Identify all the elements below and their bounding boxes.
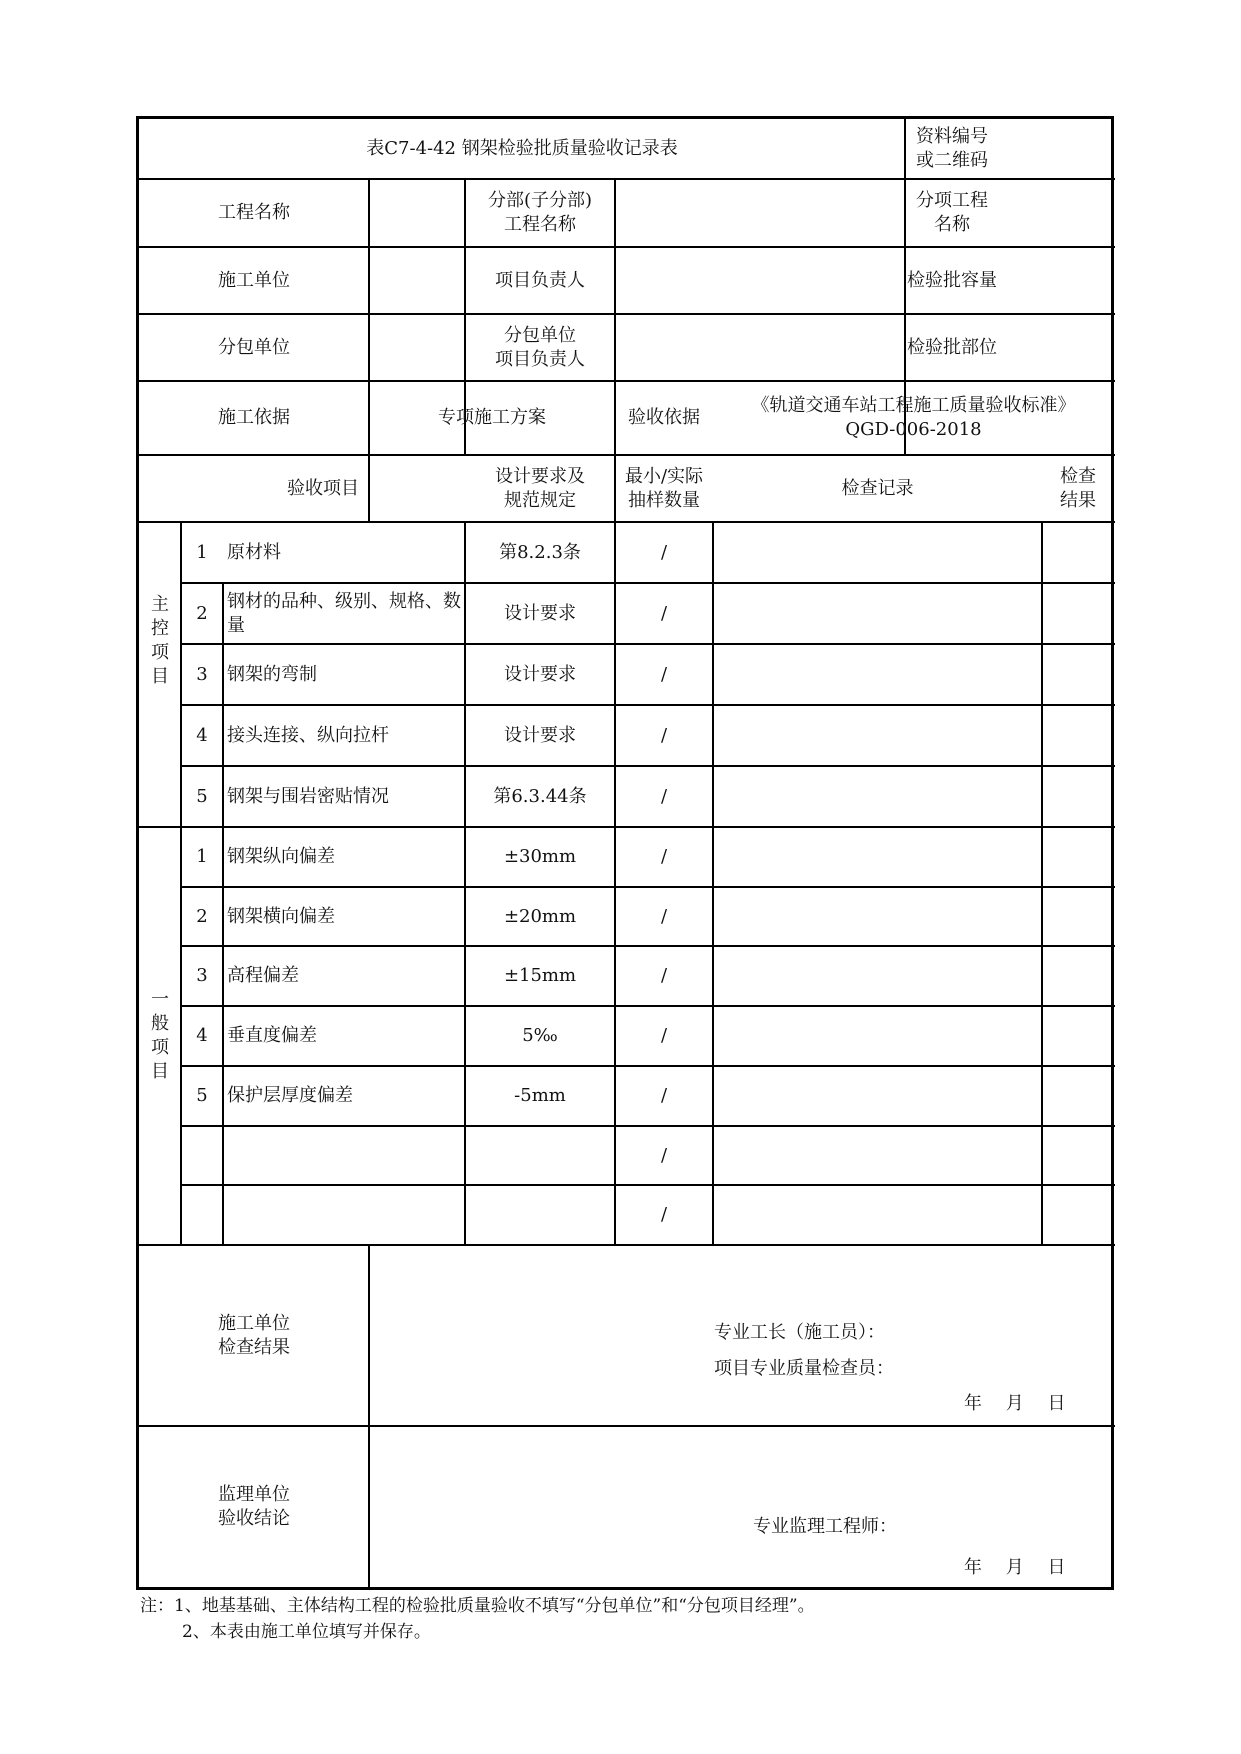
general-row-sample (615, 1126, 713, 1185)
sub-manager-label (465, 314, 615, 381)
general-row-result-field[interactable] (1042, 827, 1114, 887)
project-manager-label (465, 247, 615, 314)
main-row-sample-text: / (660, 602, 668, 624)
col-requirement-text: 设计要求及 规范规定 (495, 465, 585, 511)
general-row-result-field[interactable] (1042, 946, 1114, 1006)
col-result (1042, 455, 1114, 522)
main-row-item (223, 705, 465, 766)
doc-no-field[interactable] (999, 119, 1114, 179)
basis-label (139, 381, 369, 455)
table-title (139, 119, 905, 179)
contractor-date-label: 年 月 日 (964, 1393, 1066, 1414)
general-row-record-field[interactable] (713, 827, 1042, 887)
general-row-item (223, 1066, 465, 1126)
main-row-sample (615, 522, 713, 583)
main-control-label-text: 主控项目 (151, 594, 169, 687)
main-row-item-text: 钢材的品种、级别、规格、数量 (227, 590, 461, 636)
main-row-sample-text: / (660, 541, 668, 563)
main-row-record-field[interactable] (713, 705, 1042, 766)
col-item (181, 455, 465, 522)
sub-division-field[interactable] (615, 179, 905, 247)
main-row-no (181, 766, 223, 827)
main-row-req (465, 583, 615, 644)
main-row-req-text: 设计要求 (504, 663, 576, 685)
general-row-req (465, 1006, 615, 1066)
main-row-no-text: 1 (196, 541, 208, 563)
sub-item-label (905, 179, 999, 247)
main-row-result-field[interactable] (1042, 766, 1114, 827)
general-row-item-text: 保护层厚度偏差 (227, 1085, 353, 1106)
main-row-req (465, 522, 615, 583)
main-row-record-field[interactable] (713, 522, 1042, 583)
table-title-text: 表C7-4-42 钢架检验批质量验收记录表 (366, 138, 678, 159)
project-name-field[interactable] (369, 179, 465, 247)
general-row-record-field[interactable] (713, 1185, 1042, 1245)
batch-location-label (905, 314, 999, 381)
general-row-req-text: ±30mm (503, 846, 577, 867)
contractor-field[interactable] (369, 247, 465, 314)
batch-capacity-label-text: 检验批容量 (907, 269, 997, 291)
main-row-no-text: 4 (196, 724, 208, 746)
general-row-sample (615, 1066, 713, 1126)
general-row-result-field[interactable] (1042, 1185, 1114, 1245)
doc-no-label-text: 资料编号 或二维码 (916, 126, 988, 171)
main-row-item-text: 钢架的弯制 (227, 663, 317, 685)
general-row-sample-text: / (660, 1204, 668, 1225)
main-row-no (181, 583, 223, 644)
main-row-no (181, 522, 223, 583)
main-row-item-text: 原材料 (227, 541, 281, 563)
general-row-req-text: ±15mm (503, 965, 577, 986)
main-row-sample (615, 583, 713, 644)
batch-capacity-label (905, 247, 999, 314)
subcontractor-field[interactable] (369, 314, 465, 381)
general-row-req (465, 946, 615, 1006)
note-2: 2、本表由施工单位填写并保存。 (182, 1622, 431, 1642)
general-row-no (181, 1185, 223, 1245)
main-row-sample-text: / (660, 785, 668, 807)
general-row-sample-text: / (660, 1085, 668, 1106)
basis-value (369, 381, 615, 455)
acceptance-basis-value (713, 381, 1114, 455)
general-row-item (223, 1126, 465, 1185)
general-row-result-field[interactable] (1042, 1006, 1114, 1066)
contractor-label-text: 施工单位 (218, 269, 290, 291)
main-row-record-field[interactable] (713, 583, 1042, 644)
general-row-req-text: ±20mm (503, 905, 577, 927)
general-row-no-text: 5 (196, 1085, 208, 1106)
general-row-item-text: 高程偏差 (227, 965, 299, 986)
note-1: 注：1、地基基础、主体结构工程的检验批质量验收不填写“分包单位”和“分包项目经理”。 (140, 1596, 815, 1616)
main-row-item (223, 583, 465, 644)
main-row-sample (615, 705, 713, 766)
general-row-item-text: 钢架横向偏差 (227, 905, 335, 927)
supervisor-check-label (139, 1426, 369, 1587)
sub-manager-label-text: 分包单位 项目负责人 (495, 324, 585, 370)
main-row-item-text: 钢架与围岩密贴情况 (227, 785, 389, 807)
main-row-result-field[interactable] (1042, 644, 1114, 705)
main-row-item (223, 766, 465, 827)
project-name-label (139, 179, 369, 247)
sub-item-field[interactable] (999, 179, 1114, 247)
foreman-signature-label: 专业工长（施工员）： (714, 1322, 885, 1343)
general-row-req-text: 5‰ (522, 1025, 558, 1046)
general-row-no (181, 1126, 223, 1185)
batch-location-field[interactable] (999, 314, 1114, 381)
main-row-no (181, 644, 223, 705)
supervisor-signature-label: 专业监理工程师： (753, 1516, 897, 1537)
general-row-sample-text: / (660, 1025, 668, 1046)
main-row-req (465, 766, 615, 827)
main-row-sample (615, 766, 713, 827)
general-row-no-text: 2 (196, 905, 208, 927)
supervisor-check-label-text: 监理单位 验收结论 (218, 1483, 290, 1529)
general-row-req-text: -5mm (514, 1085, 566, 1106)
general-row-no-text: 4 (196, 1025, 208, 1046)
general-row-sample (615, 1185, 713, 1245)
sub-division-label-text: 分部(子分部) 工程名称 (487, 190, 593, 235)
main-row-sample-text: / (660, 663, 668, 685)
general-row-item (223, 827, 465, 887)
subcontractor-label (139, 314, 369, 381)
project-manager-label-text: 项目负责人 (495, 269, 585, 291)
sub-division-label (465, 179, 615, 247)
general-row-req (465, 1126, 615, 1185)
main-row-item (223, 522, 465, 583)
general-row-no (181, 1066, 223, 1126)
col-result-text: 检查 结果 (1060, 465, 1096, 511)
main-row-req-text: 第6.3.44条 (493, 785, 587, 807)
col-record (713, 455, 1042, 522)
main-row-record-field[interactable] (713, 644, 1042, 705)
basis-value-text: 专项施工方案 (438, 407, 546, 428)
general-row-req (465, 827, 615, 887)
main-row-no-text: 5 (196, 785, 208, 807)
col-record-text: 检查记录 (841, 477, 914, 499)
col-requirement (465, 455, 615, 522)
main-row-req-text: 设计要求 (504, 602, 576, 624)
main-row-record-field[interactable] (713, 766, 1042, 827)
sub-manager-field[interactable] (615, 314, 905, 381)
general-row-no (181, 827, 223, 887)
main-row-no-text: 3 (196, 663, 208, 685)
acceptance-record-table (136, 116, 1114, 1590)
general-row-req (465, 1185, 615, 1245)
batch-capacity-field[interactable] (999, 247, 1114, 314)
general-row-item-text: 钢架纵向偏差 (227, 846, 335, 867)
general-row-item (223, 1006, 465, 1066)
general-row-record-field[interactable] (713, 887, 1042, 946)
acceptance-basis-value-text: 《轨道交通车站工程施工质量验收标准》 QGD-006-2018 (751, 395, 1076, 440)
main-row-req-text: 第8.2.3条 (499, 541, 581, 563)
general-row-record-field[interactable] (713, 1006, 1042, 1066)
footnotes (140, 1593, 815, 1645)
col-item-text: 验收项目 (287, 477, 359, 499)
col-sample-text: 最小/实际 抽样数量 (624, 465, 704, 511)
general-row-result-field[interactable] (1042, 887, 1114, 946)
general-row-req (465, 887, 615, 946)
general-item-label (139, 827, 181, 1245)
general-row-sample (615, 946, 713, 1006)
main-row-no-text: 2 (196, 602, 208, 624)
general-row-record-field[interactable] (713, 946, 1042, 1006)
batch-location-label-text: 检验批部位 (907, 336, 997, 358)
col-sample (615, 455, 713, 522)
doc-no-label (905, 119, 999, 179)
main-row-req-text: 设计要求 (504, 724, 576, 746)
general-row-record-field[interactable] (713, 1126, 1042, 1185)
main-row-sample-text: / (660, 724, 668, 746)
main-row-result-field[interactable] (1042, 705, 1114, 766)
general-row-item (223, 946, 465, 1006)
main-row-item-text: 接头连接、纵向拉杆 (227, 724, 389, 746)
project-name-label-text: 工程名称 (218, 202, 290, 223)
contractor-check-label-text: 施工单位 检查结果 (218, 1312, 290, 1358)
general-row-item-text: 垂直度偏差 (227, 1025, 317, 1046)
general-row-sample-text: / (660, 965, 668, 986)
main-row-sample (615, 644, 713, 705)
general-row-item (223, 887, 465, 946)
basis-label-text: 施工依据 (218, 407, 290, 428)
main-row-req (465, 644, 615, 705)
project-manager-field[interactable] (615, 247, 905, 314)
main-row-result-field[interactable] (1042, 583, 1114, 644)
main-control-label (139, 455, 181, 827)
general-row-no (181, 887, 223, 946)
acceptance-basis-label (615, 381, 713, 455)
general-row-sample (615, 827, 713, 887)
subcontractor-label-text: 分包单位 (218, 336, 290, 358)
main-row-req (465, 705, 615, 766)
main-row-result-field[interactable] (1042, 522, 1114, 583)
supervisor-date-label: 年 月 日 (964, 1557, 1066, 1578)
general-row-result-field[interactable] (1042, 1066, 1114, 1126)
general-row-sample-text: / (660, 1144, 668, 1166)
general-row-sample (615, 1006, 713, 1066)
general-row-result-field[interactable] (1042, 1126, 1114, 1185)
general-row-item (223, 1185, 465, 1245)
general-row-no-text: 1 (196, 846, 208, 867)
sub-item-label-text: 分项工程 名称 (916, 190, 988, 235)
inspector-signature-label: 项目专业质量检查员： (714, 1358, 894, 1379)
acceptance-basis-label-text: 验收依据 (628, 407, 700, 428)
main-row-item (223, 644, 465, 705)
general-row-sample (615, 887, 713, 946)
general-row-sample-text: / (660, 846, 668, 867)
general-row-no (181, 1006, 223, 1066)
general-row-no (181, 946, 223, 1006)
general-row-no-text: 3 (196, 965, 208, 986)
general-row-sample-text: / (660, 905, 668, 927)
main-row-no (181, 705, 223, 766)
general-item-label-text: 一般项目 (151, 989, 169, 1082)
general-row-record-field[interactable] (713, 1066, 1042, 1126)
contractor-check-label (139, 1245, 369, 1426)
general-row-req (465, 1066, 615, 1126)
contractor-label (139, 247, 369, 314)
